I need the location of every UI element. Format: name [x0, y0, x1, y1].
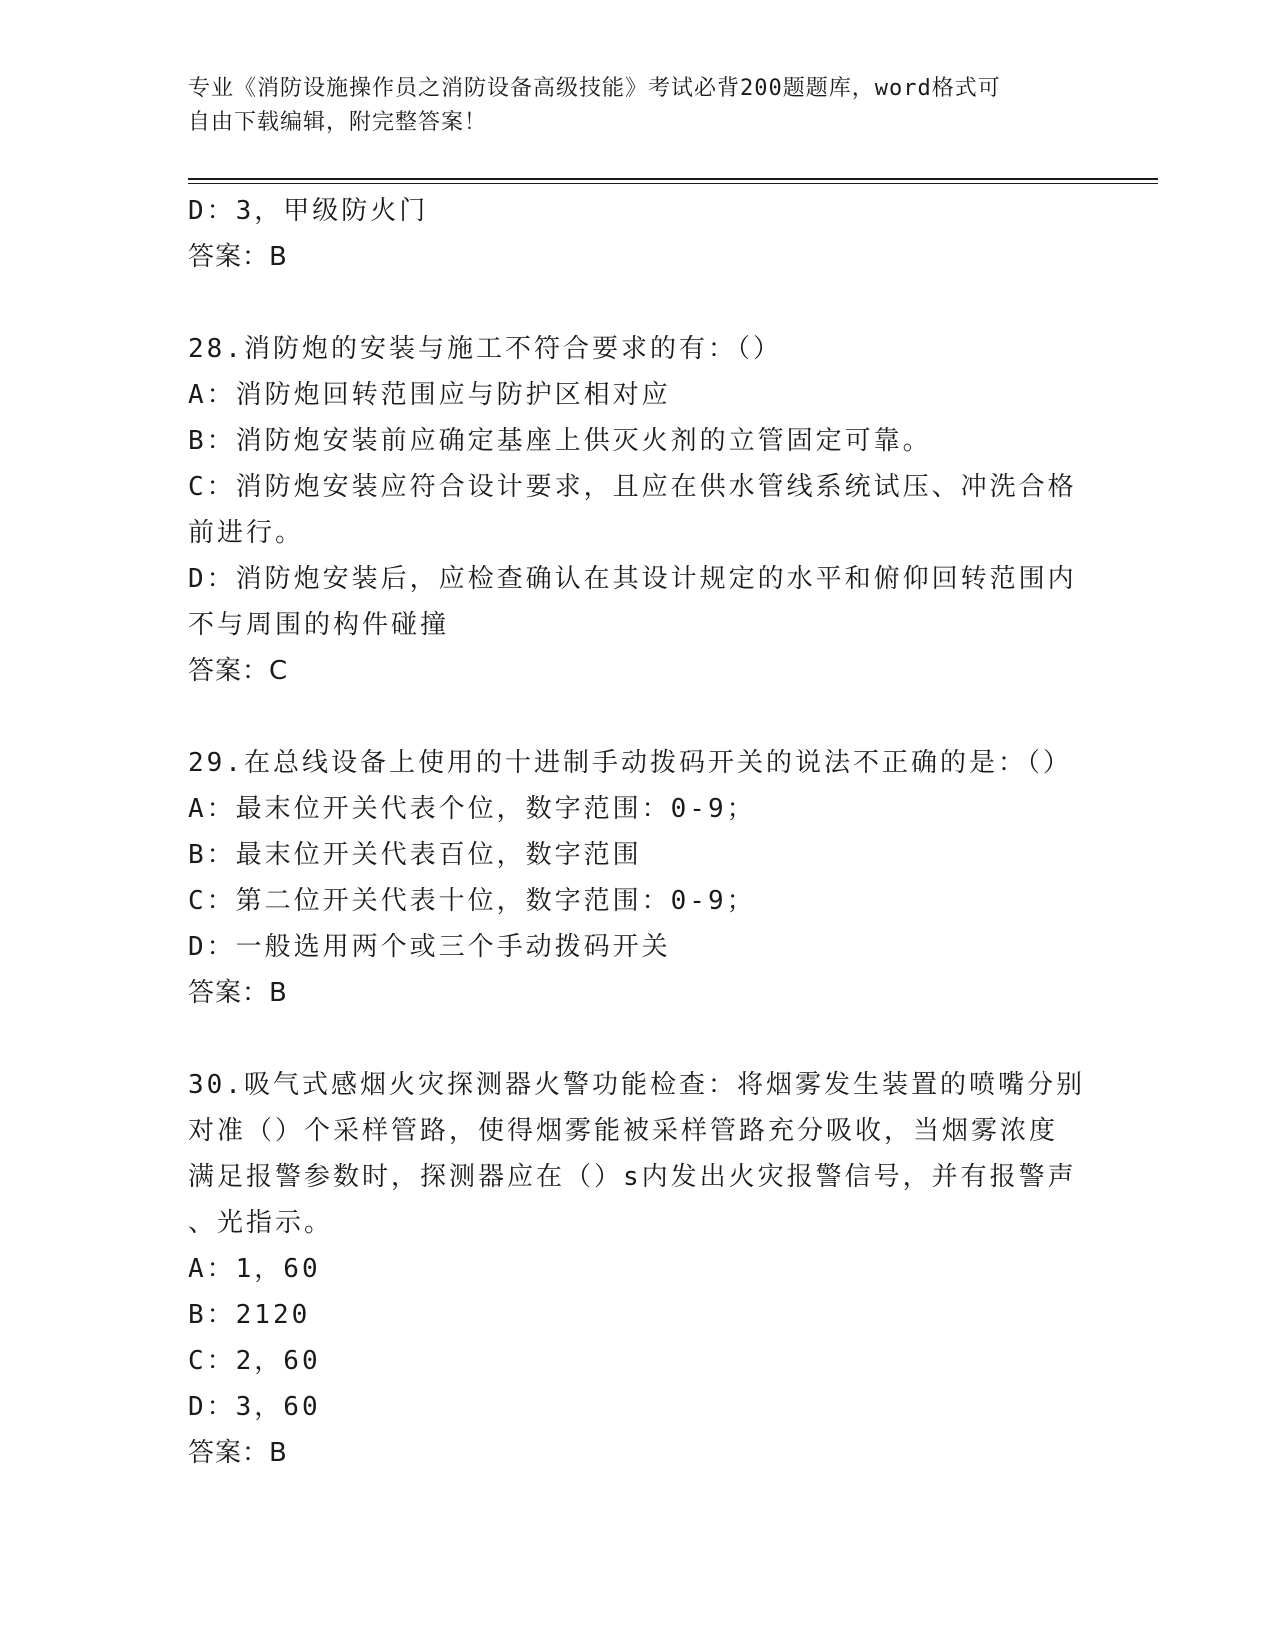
question-stem: 28.消防炮的安装与施工不符合要求的有：（） [188, 334, 782, 364]
answer: 答案：B [188, 978, 288, 1008]
answer: 答案：B [188, 1438, 288, 1468]
question-30 [188, 1062, 1088, 1476]
header-line-2: 自由下载编辑，附完整答案！ [188, 110, 488, 135]
header-line-1: 专业《消防设施操作员之消防设备高级技能》考试必背200题题库，word格式可 [188, 76, 1001, 101]
option-c: C：2，60 [188, 1346, 321, 1376]
option-a: A：消防炮回转范围应与防护区相对应 [188, 380, 671, 410]
option-c-continued: 前进行。 [188, 518, 305, 548]
question-stem-continued: 满足报警参数时，探测器应在（）s内发出火灾报警信号，并有报警声 [188, 1162, 1077, 1192]
spacer [188, 280, 1088, 326]
answer: 答案：C [188, 656, 289, 686]
option-c: C：第二位开关代表十位，数字范围：0-9； [188, 886, 756, 916]
option-b: B：消防炮安装前应确定基座上供灭火剂的立管固定可靠。 [188, 426, 932, 456]
option-a: A：最末位开关代表个位，数字范围：0-9； [188, 794, 756, 824]
question-content [188, 188, 1088, 1476]
option-c: C：消防炮安装应符合设计要求，且应在供水管线系统试压、冲洗合格 [188, 472, 1077, 502]
question-stem: 29.在总线设备上使用的十进制手动拨码开关的说法不正确的是：（） [188, 748, 1072, 778]
option-d: D：一般选用两个或三个手动拨码开关 [188, 932, 671, 962]
option-d: D：消防炮安装后，应检查确认在其设计规定的水平和俯仰回转范围内 [188, 564, 1077, 594]
question-stem: 30.吸气式感烟火灾探测器火警功能检查：将烟雾发生装置的喷嘴分别 [188, 1070, 1085, 1100]
option-b: B：2120 [188, 1300, 311, 1330]
header-divider-thick [188, 178, 1158, 180]
option-a: A：1，60 [188, 1254, 321, 1284]
prev-option-d: D：3，甲级防火门 [188, 196, 429, 226]
option-d: D：3，60 [188, 1392, 321, 1422]
option-b: B：最末位开关代表百位，数字范围 [188, 840, 642, 870]
spacer [188, 1016, 1088, 1062]
header-divider-thin [188, 183, 1158, 184]
document-header [188, 72, 1088, 140]
question-stem-continued: 、光指示。 [188, 1208, 334, 1238]
question-stem-continued: 对准（）个采样管路，使得烟雾能被采样管路充分吸收，当烟雾浓度 [188, 1116, 1059, 1146]
question-29 [188, 740, 1088, 1016]
option-d-continued: 不与周围的构件碰撞 [188, 610, 450, 640]
question-28 [188, 326, 1088, 694]
prev-answer: 答案：B [188, 242, 288, 272]
spacer [188, 694, 1088, 740]
